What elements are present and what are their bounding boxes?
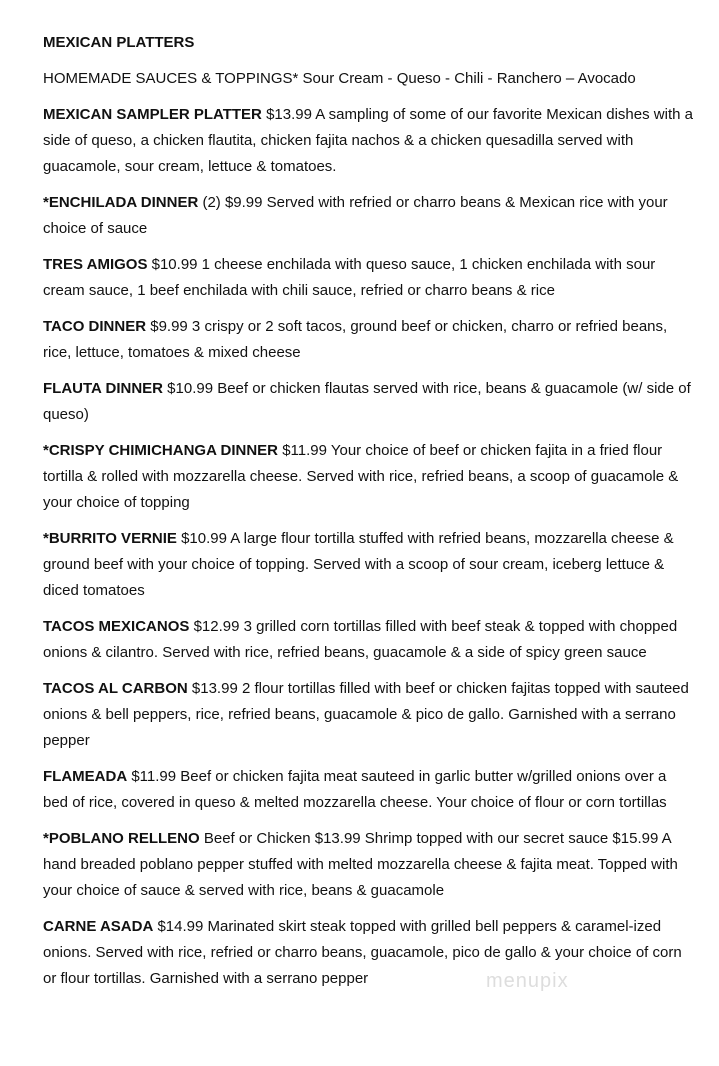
menu-item-flameada	[43, 764, 693, 816]
item-description: $12.99 3 grilled corn tortillas filled with beef steak & topped with chopped onions & cilantro. Served with rice, refried beans, guacamole & a side of spicy green sauce	[43, 618, 678, 661]
item-qty: (2)	[198, 194, 221, 211]
item-description: Beef or Chicken $13.99 Shrimp topped with our secret sauce $15.99 A hand breaded poblano pepper stuffed with melted mozzarella cheese & fajita meat. Topped with your choice of sauce & served with rice, beans & guacamole	[43, 830, 678, 899]
menu-page	[43, 30, 693, 1002]
item-description: $9.99 Served with refried or charro beans & Mexican rice with your choice of sauce	[43, 194, 668, 237]
item-name: TRES AMIGOS	[43, 256, 148, 273]
menu-item-crispy-chimichanga-dinner	[43, 438, 693, 516]
item-description: $11.99 Beef or chicken fajita meat sauteed in garlic butter w/grilled onions over a bed of rice, covered in queso & melted mozzarella cheese. Your choice of flour or corn tortillas	[43, 768, 667, 811]
menu-item-poblano-relleno	[43, 826, 693, 904]
item-description: $13.99 2 flour tortillas filled with beef or chicken fajitas topped with sauteed onions & bell peppers, rice, refried beans, guacamole & pico de gallo. Garnished with a serrano pepper	[43, 680, 689, 749]
menu-item-enchilada-dinner	[43, 190, 693, 242]
item-description: $14.99 Marinated skirt steak topped with grilled bell peppers & caramel-ized onions. Served with rice, refried or charro beans, guacamole, pico de gallo & your choice of corn or flour tortillas. Garnished with a serrano pepper	[43, 918, 682, 987]
menu-item-mexican-sampler-platter	[43, 102, 693, 180]
menu-item-tacos-mexicanos	[43, 614, 693, 666]
menu-item-tres-amigos	[43, 252, 693, 304]
sauces-toppings-line: HOMEMADE SAUCES & TOPPINGS* Sour Cream - Queso - Chili - Ranchero – Avocado	[43, 70, 636, 87]
item-name: *ENCHILADA DINNER	[43, 194, 199, 211]
item-name: *CRISPY CHIMICHANGA DINNER	[43, 442, 279, 459]
item-name: FLAMEADA	[43, 768, 128, 785]
item-name: TACO DINNER	[43, 318, 147, 335]
item-description: $9.99 3 crispy or 2 soft tacos, ground beef or chicken, charro or refried beans, rice, lettuce, tomatoes & mixed cheese	[43, 318, 668, 361]
item-name: CARNE ASADA	[43, 918, 154, 935]
item-description: $10.99 1 cheese enchilada with queso sauce, 1 chicken enchilada with sour cream sauce, 1 beef enchilada with chili sauce, refried or charro beans & rice	[43, 256, 656, 299]
item-description: $10.99 A large flour tortilla stuffed with refried beans, mozzarella cheese & ground beef with your choice of topping. Served with a scoop of sour cream, iceberg lettuce & diced tomatoes	[43, 530, 674, 599]
item-name: TACOS AL CARBON	[43, 680, 188, 697]
menu-item-taco-dinner	[43, 314, 693, 366]
item-name: FLAUTA DINNER	[43, 380, 163, 397]
menu-item-carne-asada	[43, 914, 693, 992]
section-title: MEXICAN PLATTERS	[43, 34, 195, 51]
watermark-logo: menupix	[486, 970, 569, 992]
item-description: $10.99 Beef or chicken flautas served with rice, beans & guacamole (w/ side of queso)	[43, 380, 691, 423]
item-name: MEXICAN SAMPLER PLATTER	[43, 106, 262, 123]
menu-item-burrito-vernie	[43, 526, 693, 604]
item-name: TACOS MEXICANOS	[43, 618, 190, 635]
item-description: $13.99 A sampling of some of our favorite Mexican dishes with a side of queso, a chicken flautita, chicken fajita nachos & a chicken quesadilla served with guacamole, sour cream, lettuce & tomatoes.	[43, 106, 693, 175]
item-name: *BURRITO VERNIE	[43, 530, 177, 547]
item-description: $11.99 Your choice of beef or chicken fajita in a fried flour tortilla & rolled with mozzarella cheese. Served with rice, refried beans, a scoop of guacamole & your choice of topping	[43, 442, 679, 511]
menu-item-tacos-al-carbon	[43, 676, 693, 754]
menu-item-flauta-dinner	[43, 376, 693, 428]
item-name: *POBLANO RELLENO	[43, 830, 200, 847]
